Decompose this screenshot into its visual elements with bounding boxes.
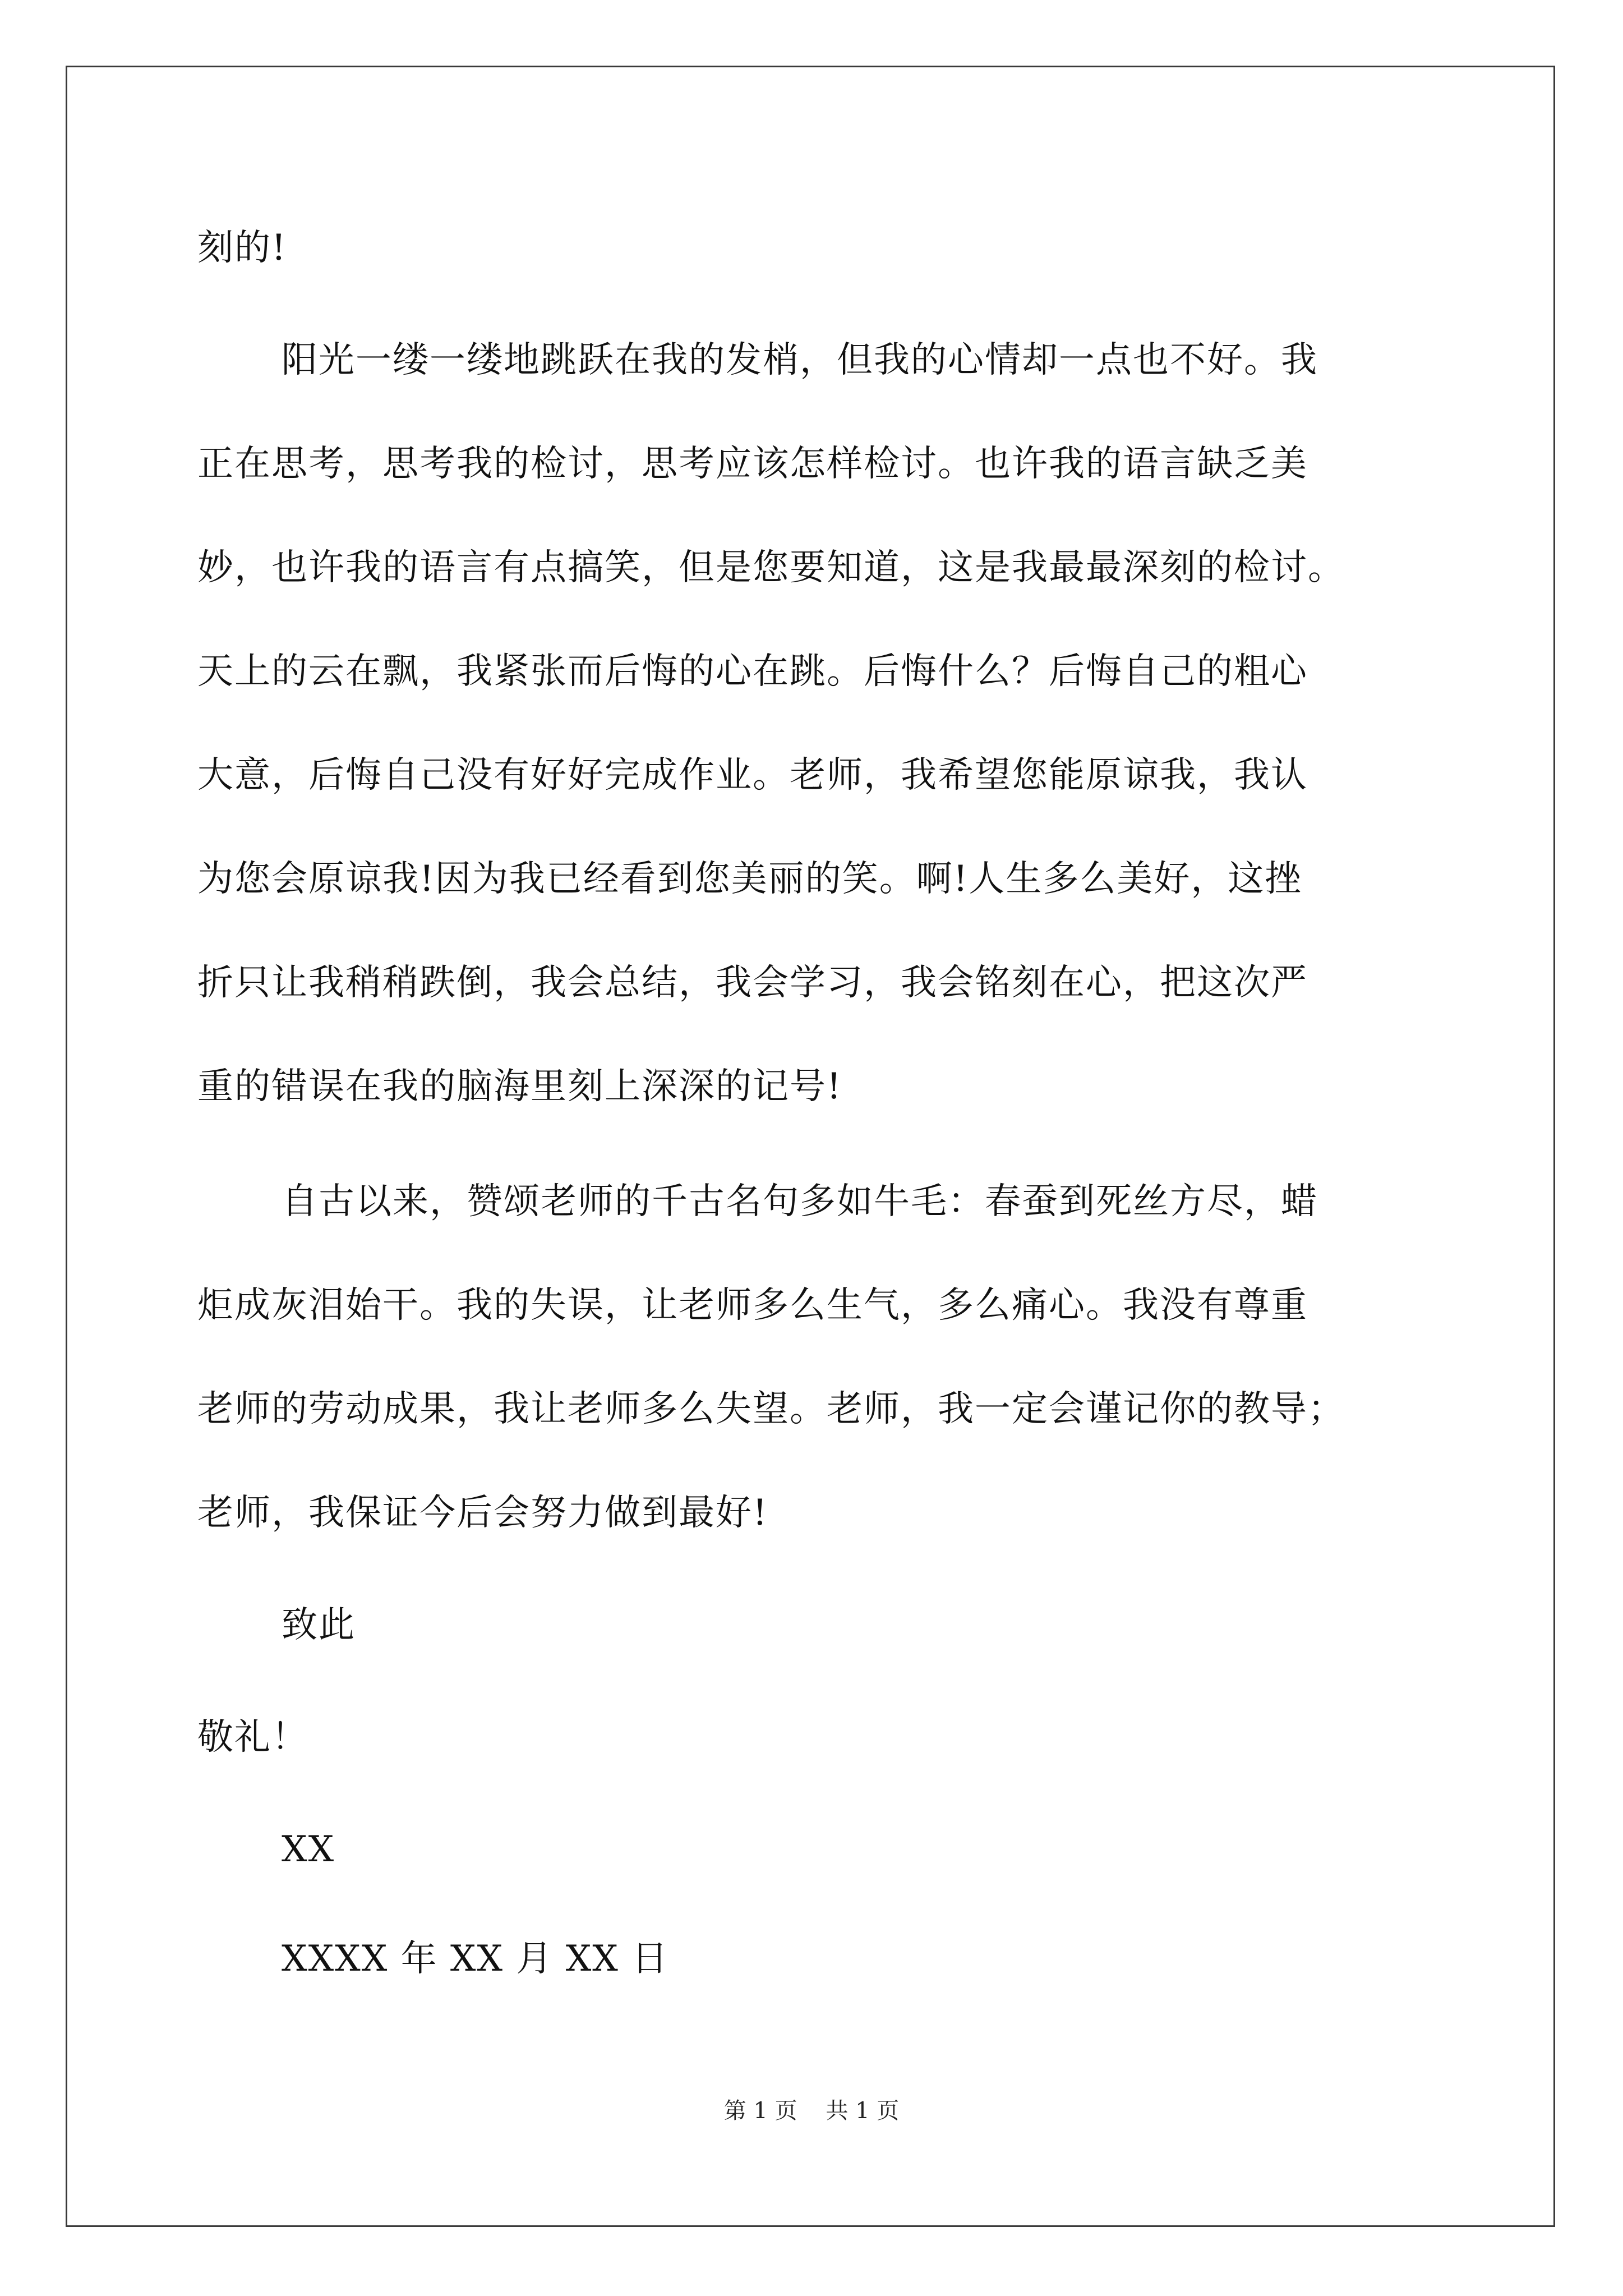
text-line: 重的错误在我的脑海里刻上深深的记号! [197, 1066, 842, 1107]
text-line: 正在思考，思考我的检讨，思考应该怎样检讨。也许我的语言缺乏美 [197, 443, 1308, 485]
text-line: 老师，我保证今后会努力做到最好! [197, 1492, 768, 1534]
text-line: 妙，也许我的语言有点搞笑，但是您要知道，这是我最最深刻的检讨。 [197, 547, 1345, 588]
text-line: 折只让我稍稍跌倒，我会总结，我会学习，我会铭刻在心，把这次严 [197, 962, 1308, 1004]
paragraph-start-line: 阳光一缕一缕地跳跃在我的发梢，但我的心情却一点也不好。我 [282, 339, 1318, 381]
text-line: 天上的云在飘，我紧张而后悔的心在跳。后悔什么？后悔自己的粗心 [197, 651, 1308, 692]
page-number-footer: 第 1 页 共 1 页 [723, 2098, 900, 2124]
page-border [66, 66, 1555, 2227]
paragraph-start-line: 自古以来，赞颂老师的千古名句多如牛毛：春蚕到死丝方尽，蜡 [282, 1181, 1318, 1222]
signature-date: XXXX 年 XX 月 XX 日 [282, 1938, 669, 1980]
text-line: 炬成灰泪始干。我的失误，让老师多么生气，多么痛心。我没有尊重 [197, 1285, 1308, 1326]
text-line: 为您会原谅我!因为我已经看到您美丽的笑。啊!人生多么美好，这挫 [197, 858, 1302, 900]
text-line: 刻的! [197, 227, 287, 269]
text-line: 大意，后悔自己没有好好完成作业。老师，我希望您能原谅我，我认 [197, 754, 1308, 796]
closing-phrase: 致此 [282, 1604, 356, 1646]
salutation: 敬礼！ [197, 1717, 308, 1758]
text-line: 老师的劳动成果，我让老师多么失望。老师，我一定会谨记你的教导； [197, 1388, 1345, 1430]
signature-name: XX [282, 1829, 335, 1870]
